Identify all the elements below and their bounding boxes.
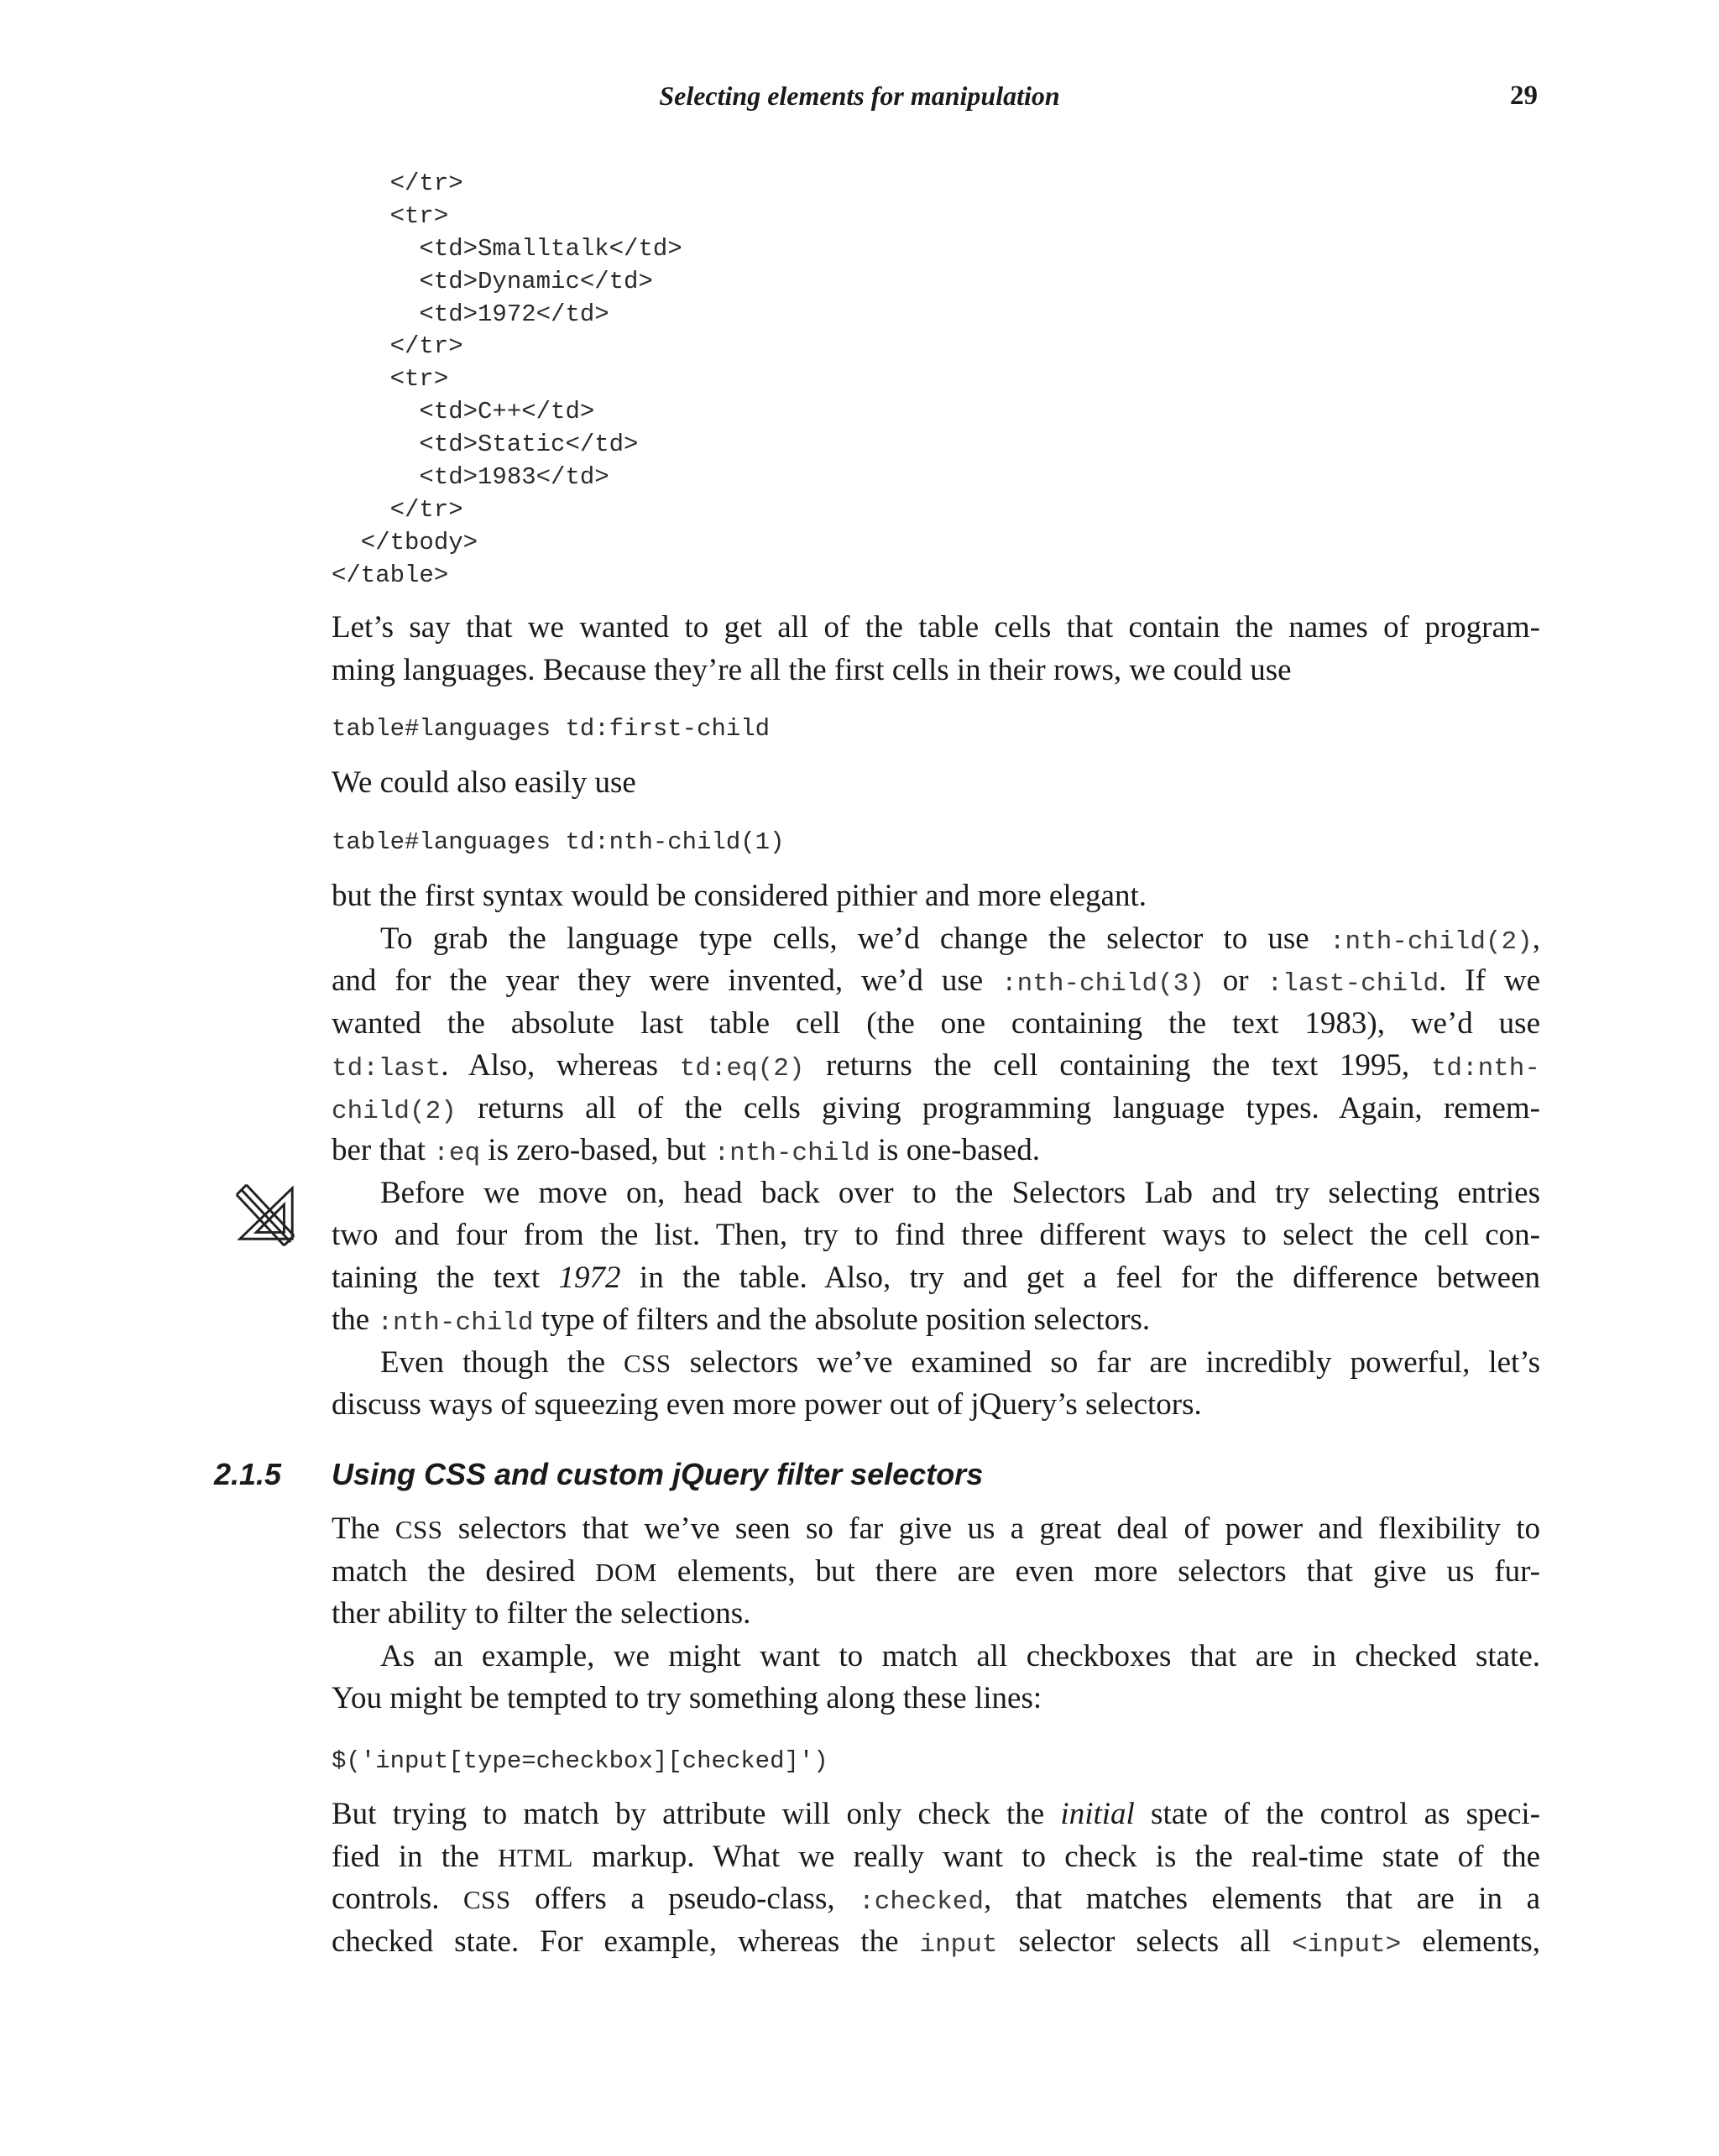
text-line: ming languages. Because they’re all the first cells in their rows, we could use	[332, 652, 1292, 687]
code-line: </tr>	[332, 332, 463, 361]
inline-code: :nth-child(2)	[1329, 927, 1533, 957]
code-line: <td>Smalltalk</td>	[332, 234, 682, 263]
text-run: checked state. For example, whereas the	[332, 1924, 920, 1959]
text-run: is zero-based, but	[480, 1133, 714, 1167]
inline-code: :nth-child	[713, 1139, 870, 1168]
code-line: </tr>	[332, 170, 463, 197]
try-it-yourself-icon	[233, 1182, 299, 1247]
code-line: <tr>	[332, 365, 449, 394]
inline-code: child(2)	[332, 1096, 457, 1126]
inline-code: :nth-child	[377, 1308, 534, 1338]
paragraph	[332, 1508, 1540, 1720]
paragraph	[332, 762, 1540, 805]
text-run: . Also, whereas	[441, 1048, 680, 1083]
text-line	[332, 1299, 1540, 1342]
code-snippet	[332, 713, 770, 746]
text-run: To grab the language type cells, we’d change the selector to use	[380, 921, 1330, 956]
text-line	[332, 1508, 1540, 1551]
text-run: state of the control as speci-	[1134, 1797, 1541, 1831]
text-run: . If we	[1439, 963, 1540, 998]
code-line: <td>1983</td>	[332, 463, 609, 492]
running-title: Selecting elements for manipulation	[659, 81, 1060, 111]
code-line: <td>Static</td>	[332, 431, 639, 459]
page-number: 29	[1510, 81, 1538, 111]
inline-code: :last-child	[1267, 969, 1439, 999]
text-line: wanted the absolute last table cell (the one containing the text 1983), we’d use	[332, 1005, 1540, 1041]
text-run: markup. What we really want to check is the real-time state of the	[572, 1839, 1540, 1874]
text-run: type of filters and the absolute position selectors.	[533, 1302, 1151, 1337]
text-line	[332, 1551, 1540, 1594]
text-line: Before we move on, head back over to the Selectors Lab and try selecting entries	[380, 1175, 1540, 1210]
text-run: the	[332, 1302, 378, 1337]
text-run: is one-based.	[870, 1133, 1040, 1167]
text-line: Let’s say that we wanted to get all of the table cells that contain the names of program-	[332, 610, 1540, 645]
text-run: elements, but there are even more selectors that give us fur-	[656, 1553, 1540, 1589]
text-line: but the first syntax would be considered pithier and more elegant.	[332, 879, 1147, 913]
text-line	[332, 1130, 1540, 1172]
text-run: The	[332, 1511, 395, 1546]
small-caps-acronym: DOM	[595, 1557, 657, 1587]
text-run: ,	[1532, 921, 1540, 956]
text-line	[332, 1793, 1540, 1836]
text-line	[332, 1342, 1540, 1385]
section-number: 2.1.5	[214, 1457, 282, 1491]
text-run: selectors we’ve examined so far are incredibly powerful, let’s	[671, 1344, 1540, 1380]
small-caps-acronym: HTML	[498, 1842, 573, 1872]
text-run: returns all of the cells giving programming language types. Again, remem-	[456, 1090, 1540, 1125]
inline-code: td:last	[332, 1054, 442, 1083]
code-line: <tr>	[332, 201, 449, 230]
text-line	[332, 960, 1540, 1003]
text-run: taining the text	[332, 1260, 559, 1295]
code-line: <td>C++</td>	[332, 398, 595, 426]
code-line: <td>1972</td>	[332, 300, 609, 328]
inline-code: td:eq(2)	[679, 1054, 805, 1083]
text-run: ber that	[332, 1133, 434, 1167]
text-line: We could also easily use	[332, 765, 636, 800]
text-run: elements,	[1401, 1924, 1540, 1959]
code-line: table#languages td:nth-child(1)	[332, 828, 785, 856]
text-line	[332, 1257, 1540, 1300]
text-line	[332, 1045, 1540, 1088]
code-block-table-html	[332, 168, 682, 593]
inline-code: input	[919, 1929, 998, 1960]
paragraph	[332, 607, 1540, 692]
text-run: controls.	[332, 1882, 463, 1916]
code-snippet	[332, 827, 785, 859]
inline-code: :nth-child(3)	[1001, 969, 1204, 999]
text-line	[332, 1088, 1540, 1130]
small-caps-acronym: CSS	[462, 1885, 511, 1914]
emphasis: 1972	[558, 1260, 621, 1295]
text-line: You might be tempted to try something along these lines:	[332, 1681, 1042, 1715]
text-line	[332, 918, 1540, 961]
section-heading	[214, 1457, 983, 1492]
text-line: two and four from the list. Then, try to find three different ways to select the cell con-	[332, 1218, 1540, 1252]
text-line: ther ability to filter the selections.	[332, 1596, 751, 1631]
page-header	[0, 81, 1719, 123]
code-line: table#languages td:first-child	[332, 715, 771, 743]
text-line	[332, 1878, 1540, 1921]
text-run: offers a pseudo-class,	[510, 1882, 860, 1916]
text-run: returns the cell containing the text 1995,	[804, 1048, 1431, 1083]
text-line: As an example, we might want to match all checkboxes that are in checked state.	[380, 1638, 1540, 1673]
emphasis: initial	[1060, 1797, 1135, 1831]
text-run: or	[1204, 963, 1267, 998]
inline-code: :eq	[433, 1139, 481, 1168]
inline-code: <input>	[1292, 1929, 1402, 1960]
code-line: </tr>	[332, 495, 463, 524]
code-snippet	[332, 1746, 828, 1778]
text-run: Even though the	[380, 1344, 624, 1380]
text-run: match the desired	[332, 1553, 596, 1589]
code-line: </table>	[332, 561, 449, 589]
text-run: selectors that we’ve seen so far give us a great deal of power and flexibility to	[442, 1511, 1540, 1546]
text-line: discuss ways of squeezing even more power out of jQuery’s selectors.	[332, 1387, 1202, 1422]
paragraph	[332, 1793, 1540, 1963]
text-line	[332, 1921, 1540, 1964]
text-line	[332, 1836, 1540, 1879]
text-run: fied in the	[332, 1839, 499, 1874]
text-run: , that matches elements that are in a	[983, 1882, 1540, 1916]
small-caps-acronym: CSS	[394, 1515, 443, 1544]
small-caps-acronym: CSS	[624, 1348, 671, 1378]
inline-code: td:nth-	[1430, 1054, 1540, 1083]
text-run: selector selects all	[997, 1924, 1293, 1959]
code-line: </tbody>	[332, 528, 478, 556]
inline-code: :checked	[859, 1887, 984, 1917]
code-line: $('input[type=checkbox][checked]')	[332, 1747, 828, 1775]
text-run: But trying to match by attribute will only check the	[332, 1797, 1061, 1831]
text-run: in the table. Also, try and get a feel for the difference between	[620, 1260, 1540, 1295]
section-title: Using CSS and custom jQuery filter selectors	[332, 1457, 984, 1491]
text-run: and for the year they were invented, we’d use	[332, 963, 1002, 998]
code-line: <td>Dynamic</td>	[332, 267, 653, 295]
paragraph	[332, 875, 1540, 1427]
